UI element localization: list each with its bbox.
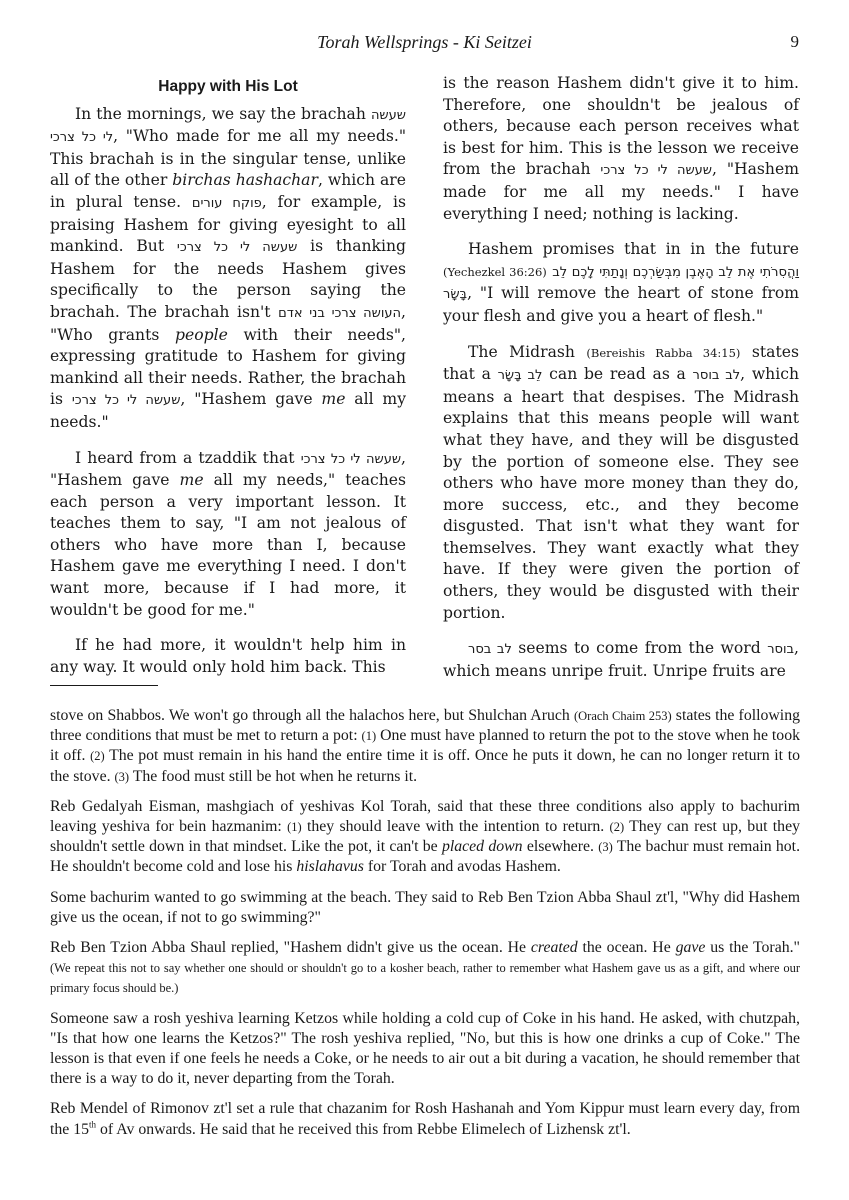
hebrew-text: בוסר — [767, 642, 795, 658]
hebrew-text: לב בוסר — [692, 368, 741, 384]
hebrew-text: שעשה לי כל צרכי — [600, 163, 713, 179]
section-heading: Happy with His Lot — [158, 78, 298, 95]
hebrew-text: שעשה לי כל צרכי — [71, 393, 181, 409]
paragraph: In the mornings, we say the brachah שעשה לי כל צרכי, "Who made for me all my needs." This brachah is in the singular tense, unlike all of the other birchas hashachar, which are in plural tense. פוקח עורים, for example, is praising Hashem for giving eyesight to all mankind. But שעשה לי כל צרכי is thanking Hashem for the needs Hashem gives specifically to the person saying the brachah. The brachah isn't העושה צרכי בני אדם, "Who grants people with their needs", expressing gratitude to Hashem for giving mankind all their needs. Rather, the brachah is שעשה לי כל צרכי, "Hashem gave me all my needs." — [50, 104, 407, 431]
hebrew-text: לב בסר — [468, 642, 512, 658]
paragraph: I heard from a tzaddik that שעשה לי כל צרכי, "Hashem gave me all my needs," teaches each person a very important lesson. It teaches them to say, "I am not jealous of others who have more than I, because Hashem gave me everything I need. I don't want more, because if I had more, it wouldn't be good for me." — [50, 448, 407, 619]
paragraph: לב בסר seems to come from the word בוסר, which means unripe fruit. Unripe fruits are — [443, 639, 799, 680]
paragraph: Hashem promises that in in the future (Yechezkel 36:26) וַהֲסִרֹתִי אֶת לֵב הָאֶבֶן מִבְּשַׂרְכֶם וְנָתַתִּי לָכֶם לֵב בָּשָׂר, "I will remove the heart of stone from your flesh and give you a heart of flesh." — [443, 240, 799, 325]
footnote-paragraph: Reb Mendel of Rimonov zt'l set a rule that chazanim for Rosh Hashanah and Yom Kippur must learn every day, from the 15th of Av onwards. He said that he received this from Rebbe Elimelech of Lizhensk zt'l. — [50, 1100, 800, 1138]
footnote-divider — [50, 685, 158, 686]
footnote-paragraph: Reb Gedalyah Eisman, mashgiach of yeshivas Kol Torah, said that these three conditions also apply to bachurim leaving yeshiva for bein hazmanim: (1) they should leave with the intention to return. (2) They can rest up, but they shouldn't settle down in that mindset. Like the pot, it can't be placed down elsewhere. (3) The bachur must remain hot. He shouldn't become cold and lose his hislahavus for Torah and avodas Hashem. — [50, 797, 801, 876]
page-header — [0, 30, 849, 56]
hebrew-text: שעשה לי כל צרכי — [300, 451, 402, 467]
paragraph: The Midrash (Bereishis Rabba 34:15) states that a לֵב בָּשָׂר can be read as a לב בוסר, which means a heart that despises. The Midrash explains that this means people will want what they have, and they will be disgusted by the portion of someone else. They see others who have more money than they do, more success, etc., and they become disgusted. That isn't what they want for themselves. They want exactly what they have. If they were given the portion of others, they would be disgusted with their portion. — [443, 342, 799, 622]
hebrew-text: שעשה לי כל צרכי — [176, 240, 298, 256]
footnote-paragraph: stove on Shabbos. We won't go through all the halachos here, but Shulchan Aruch (Orach Chaim 253) states the following three conditions that must be met to return a pot: (1) One must have planned to return the pot to the stove when he took it off. (2) The pot must remain in his hand the entire time it is off. Once he puts it down, he can no longer return it to the stove. (3) The food must still be hot when he returns it. — [50, 707, 800, 785]
paragraph: If he had more, it wouldn't help him in any way. It would only hold him back. This — [50, 636, 406, 676]
footnote-paragraph: Someone saw a rosh yeshiva learning Ketzos while holding a cold cup of Coke in his hand. He asked, with chutzpah, "Is that how one learns the Ketzos?" The rosh yeshiva replied, "No, but this is how one drinks a cup of Coke." The lesson is that even if one feels he needs a Coke, or he needs to air out a bit during a vacation, he should remember that there is a way to do it, never departing from the Torah. — [50, 1009, 800, 1088]
page-number: 9 — [790, 32, 799, 51]
left-column — [50, 73, 406, 692]
citation: (Yechezkel 36:26) — [443, 264, 547, 279]
running-title: Torah Wellsprings - Ki Seitzei — [317, 32, 532, 52]
hebrew-text: שעשה לי כל צרכי — [50, 107, 406, 146]
footnotes — [50, 706, 800, 1150]
paragraph: is the reason Hashem didn't give it to him. Therefore, one shouldn't be jealous of others, because each person receives what is best for him. This is the lesson we receive from the brachah שעשה לי כל צרכי, "Hashem made for me all my needs." I have everything I need; nothing is lacking. — [443, 74, 799, 223]
hebrew-text: העושה צרכי בני אדם — [278, 305, 402, 321]
right-column — [443, 73, 799, 696]
footnote-paragraph: Some bachurim wanted to go swimming at the beach. They said to Reb Ben Tzion Abba Shaul zt'l, "Why did Hashem give us the ocean, if not to go swimming?" — [50, 888, 800, 926]
hebrew-text: לֵב בָּשָׂר — [497, 368, 543, 384]
hebrew-verse: וַהֲסִרֹתִי אֶת לֵב הָאֶבֶן מִבְּשַׂרְכֶם וְנָתַתִּי לָכֶם לֵב בָּשָׂר — [443, 264, 799, 303]
hebrew-text: פוקח עורים — [191, 195, 262, 211]
citation: (Bereishis Rabba 34:15) — [586, 345, 741, 360]
footnote-paragraph: Reb Ben Tzion Abba Shaul replied, "Hashem didn't give us the ocean. He created the ocean. He gave us the Torah." (We repeat this not to say whether one should or shouldn't go to a kosher beach, rather to remember what Hashem gave us as a gift, and where our primary focus should be.) — [50, 939, 801, 996]
